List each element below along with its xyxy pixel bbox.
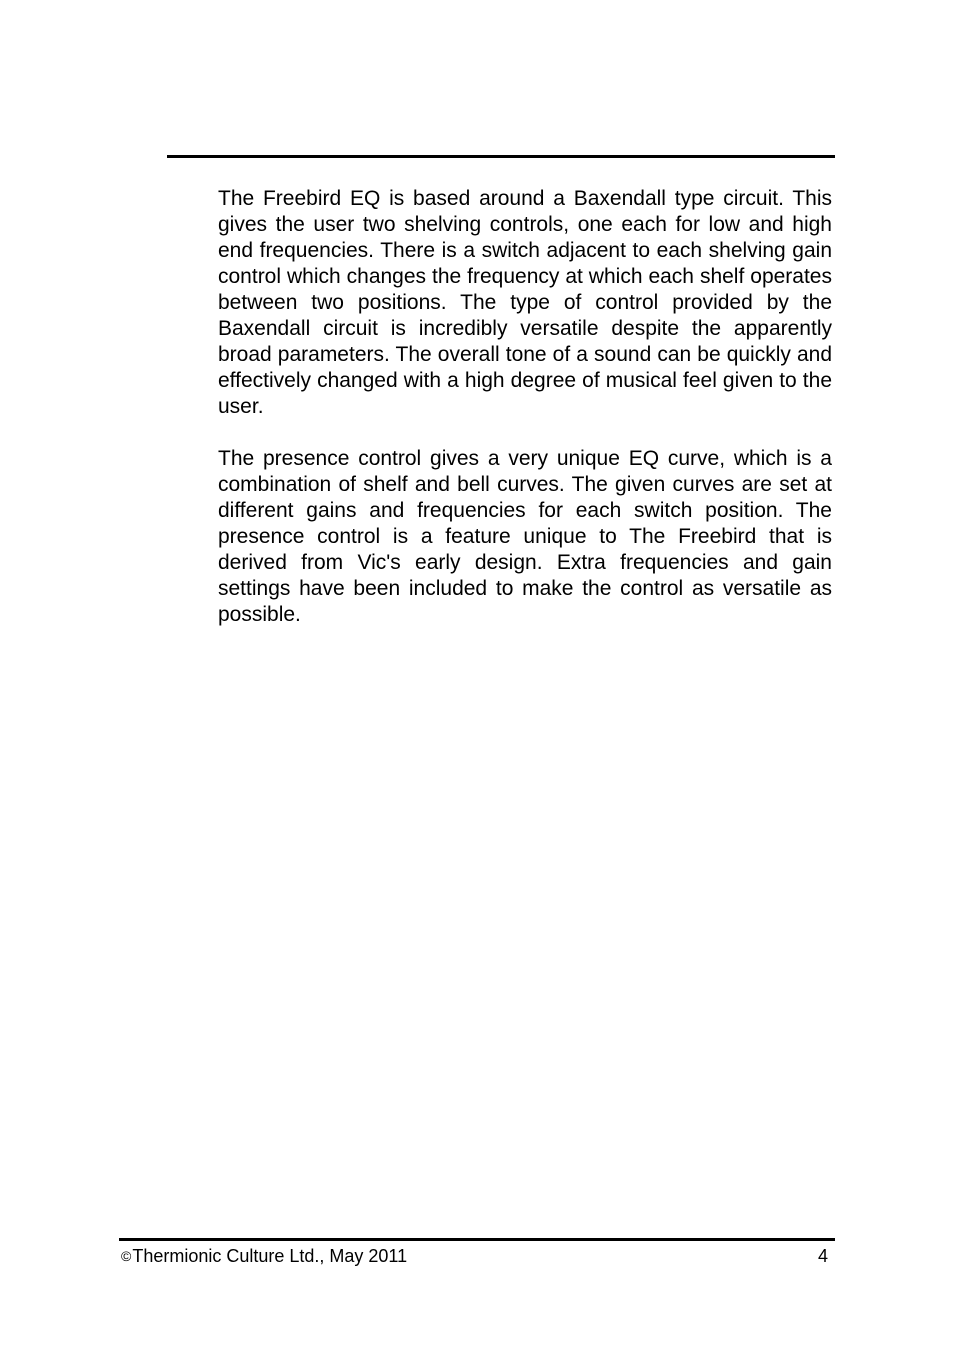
paragraph-presence: The presence control gives a very unique EQ curve, which is a combination of shelf and bell curves. The given curves are set at different gains and frequencies for each switch position. The presence control is a feature unique to The Freebird that is derived from Vic's early design. Extra frequencies and gain settings have been included to make the control as versatile as possible. xyxy=(218,447,832,626)
body-content xyxy=(218,186,832,628)
page-number: 4 xyxy=(817,1246,828,1266)
footer-rule xyxy=(119,1238,835,1241)
copyright-icon: © xyxy=(121,1248,132,1264)
copyright-text: Thermionic Culture Ltd., May 2011 xyxy=(132,1246,408,1266)
header-rule xyxy=(167,155,835,158)
paragraph-baxendall: The Freebird EQ is based around a Baxendall type circuit. This gives the user two shelving controls, one each for low and high end frequencies. There is a switch adjacent to each shelving gain control which changes the frequency at which each shelf operates between two positions. The type of control provided by the Baxendall circuit is incredibly versatile despite the apparently broad parameters. The overall tone of a sound can be quickly and effectively changed with a high degree of musical feel given to the user. xyxy=(218,187,832,418)
footer-copyright xyxy=(121,1245,407,1267)
